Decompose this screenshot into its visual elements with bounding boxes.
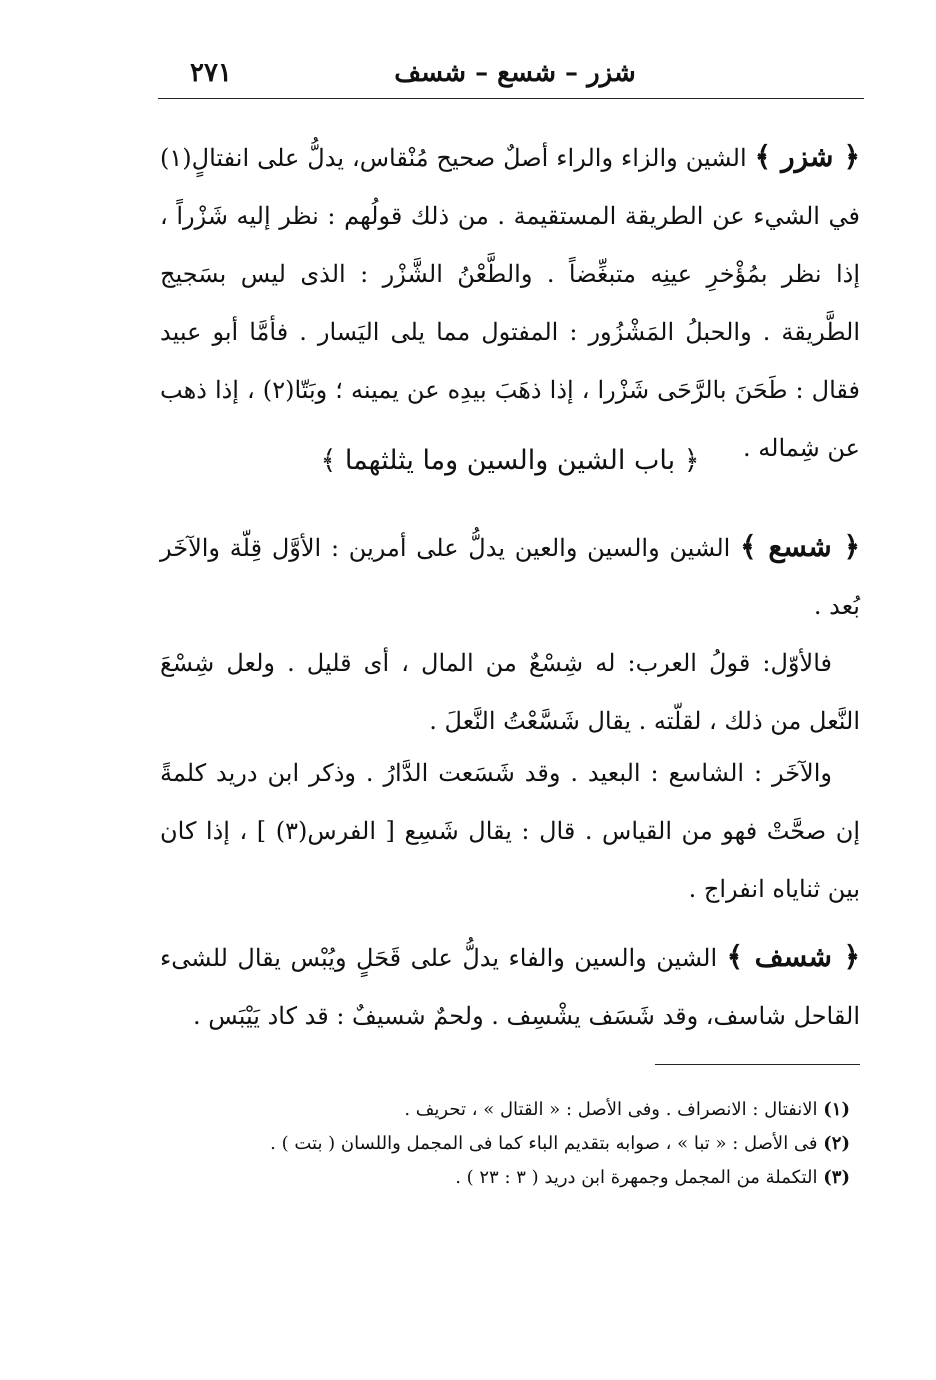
entry-shasa-p1: فالأوّل: قولُ العرب: له شِسْعٌ من المال ، أى قليل . ولعل شِسْعَ النَّعل من ذلك ، لقلّته . يقال شَسَّعْتُ النَّعلَ . (160, 649, 860, 735)
entry-intro-shasa: الشين والسين والعين يدلُّ على أمرين : الأوَّل قِلّة والآخَر بُعد . (160, 534, 860, 620)
footnote-number: (٣) (823, 1167, 850, 1188)
footnotes (160, 1093, 850, 1195)
entry-shazar (160, 128, 860, 477)
entry-shasa (160, 518, 860, 635)
footnote-2 (160, 1127, 850, 1161)
entry-shasa-paragraph-1 (160, 634, 860, 750)
footnote-number: (٢) (823, 1133, 850, 1154)
section-title-text: ﴿ باب الشين والسين وما يثلثهما ﴾ (320, 445, 700, 476)
footnote-3 (160, 1161, 850, 1195)
page-header (170, 56, 860, 96)
entry-shasa-paragraph-2 (160, 744, 860, 918)
footnote-text: فى الأصل : « تبا » ، صوابه بتقديم الباء كما فى المجمل واللسان ( بتت ) . (270, 1133, 818, 1154)
entry-head-shasaf: ﴿ شسف ﴾ (726, 940, 861, 973)
entry-text-shazar: الشين والزاء والراء أصلٌ صحيح مُنْقاس، يدلُّ على انفتالٍ(١) في الشيء عن الطريقة المستقيمة . من ذلك قولُهم : نظر إليه شَزْراً ، إذا نظر بمُؤْخرِ عينِه متبغِّضاً . والطَّعْنُ الشَّزْر : الذى ليس بسَجيج الطَّريقة . والحبلُ المَشْزُور : المفتول مما يلى اليَسار . فأمَّا أبو عبيد فقال : طَحَنَ بالرَّحَى شَزْرا ، إذا ذهَبَ بيدِه عن يمينه ؛ وبَتّا(٢) ، إذا ذهب عن شِماله . (160, 144, 860, 462)
footnote-number: (١) (823, 1099, 850, 1120)
entry-text-shasaf: الشين والسين والفاء يدلُّ على قَحَلٍ ويُبْس يقال للشىء القاحل شاسف، وقد شَسَف يشْسِف . ولحمٌ شسيفٌ : قد كاد يَيْبَس . (160, 944, 860, 1030)
entry-head-shazar: ﴿ شزر ﴾ (754, 140, 860, 173)
footnote-text: الانفتال : الانصراف . وفى الأصل : « القتال » ، تحريف . (404, 1099, 818, 1120)
entry-head-shasa: ﴿ شسع ﴾ (740, 530, 860, 563)
entry-shasa-p2: والآخَر : الشاسع : البعيد . وقد شَسَعت الدَّارُ . وذكر ابن دريد كلمةً إن صحَّتْ فهو من القياس . قال : يقال شَسِع [ الفرس(٣) ] ، إذا كان بين ثناياه انفراج . (160, 759, 860, 903)
footnote-text: التكملة من المجمل وجمهرة ابن دريد ( ٣ : ٢٣ ) . (455, 1167, 818, 1188)
entry-shasaf (160, 928, 860, 1045)
running-head: شزر – شسع – شسف (394, 58, 636, 88)
page-number: ٢٧١ (190, 58, 232, 88)
footnote-divider (655, 1064, 860, 1065)
header-divider (158, 98, 864, 99)
footnote-1 (160, 1093, 850, 1127)
section-title (160, 436, 860, 486)
